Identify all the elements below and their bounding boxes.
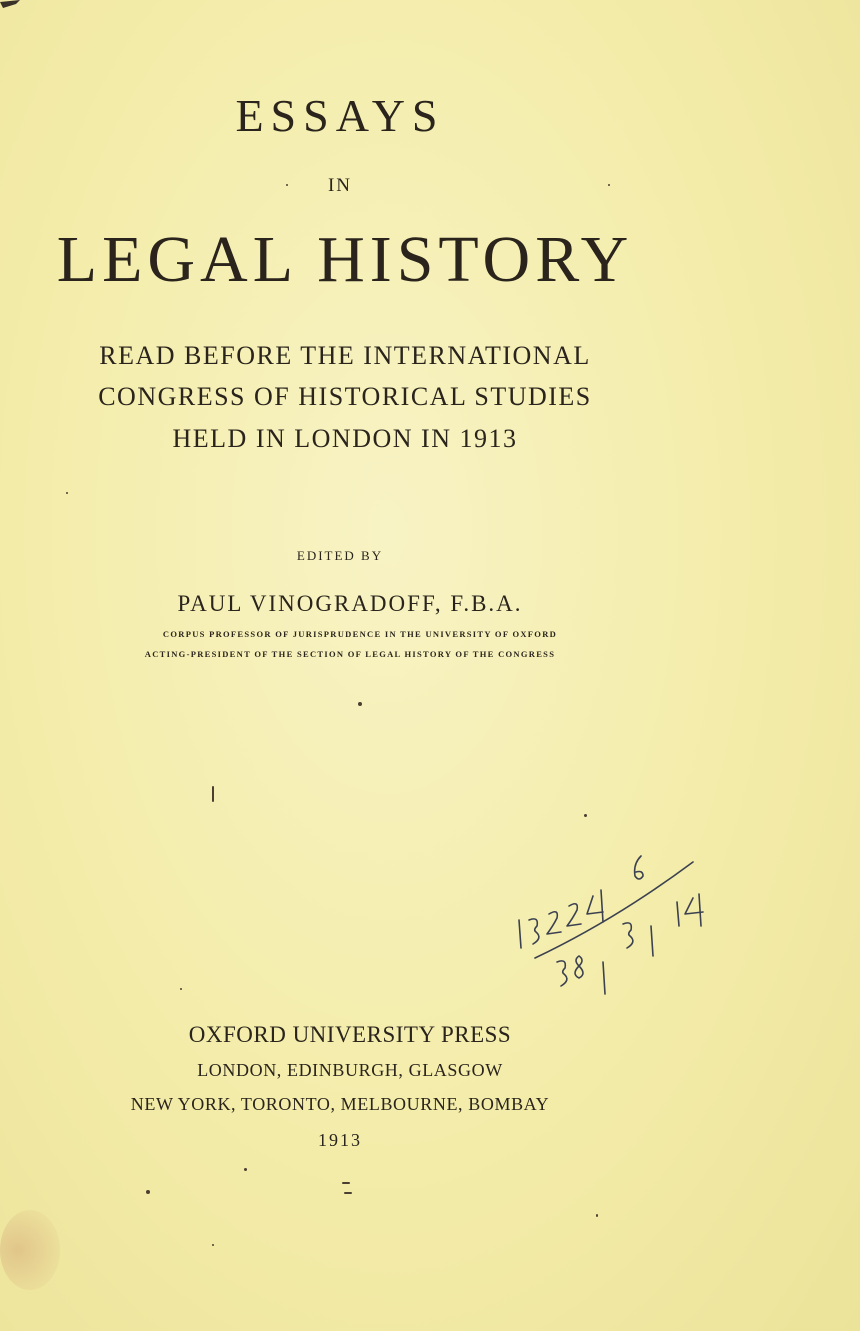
paper-speck xyxy=(212,786,214,802)
publisher-cities-1: LONDON, EDINBURGH, GLASGOW xyxy=(197,1060,503,1080)
title-connector: IN xyxy=(327,175,353,196)
paper-speck xyxy=(146,1190,150,1194)
edited-by-label: EDITED BY xyxy=(296,548,384,563)
paper-speck xyxy=(180,988,182,990)
publisher-name: OXFORD UNIVERSITY PRESS xyxy=(188,1022,512,1047)
library-annotation xyxy=(505,840,715,1000)
paper-speck xyxy=(584,814,587,817)
title-top: ESSAYS xyxy=(235,90,445,141)
publication-year: 1913 xyxy=(318,1130,362,1150)
editor-name: PAUL VINOGRADOFF, F.B.A. xyxy=(177,591,523,616)
publisher-cities-2: NEW YORK, TORONTO, MELBOURNE, BOMBAY xyxy=(130,1094,550,1114)
paper-speck xyxy=(344,1192,352,1194)
paper-speck xyxy=(286,184,288,186)
paper-speck xyxy=(212,1244,214,1246)
editor-role-2: ACTING-PRESIDENT OF THE SECTION OF LEGAL HISTORY OF THE CONGRESS xyxy=(144,649,556,659)
paper-speck xyxy=(66,492,68,494)
paper-speck xyxy=(244,1168,247,1171)
paper-speck xyxy=(596,1214,598,1217)
subtitle-line-2: CONGRESS OF HISTORICAL STUDIES xyxy=(98,382,592,411)
subtitle-line-1: READ BEFORE THE INTERNATIONAL xyxy=(99,341,591,370)
paper-speck xyxy=(358,702,362,706)
editor-role-1: CORPUS PROFESSOR OF JURISPRUDENCE IN THE UNIVERSITY OF OXFORD xyxy=(162,629,558,639)
title-main: LEGAL HISTORY xyxy=(56,223,634,296)
corner-ink-mark xyxy=(0,0,22,10)
paper-speck xyxy=(608,184,610,186)
subtitle-line-3: HELD IN LONDON IN 1913 xyxy=(172,424,518,453)
paper-stain xyxy=(0,1210,60,1290)
paper-speck xyxy=(342,1182,350,1184)
